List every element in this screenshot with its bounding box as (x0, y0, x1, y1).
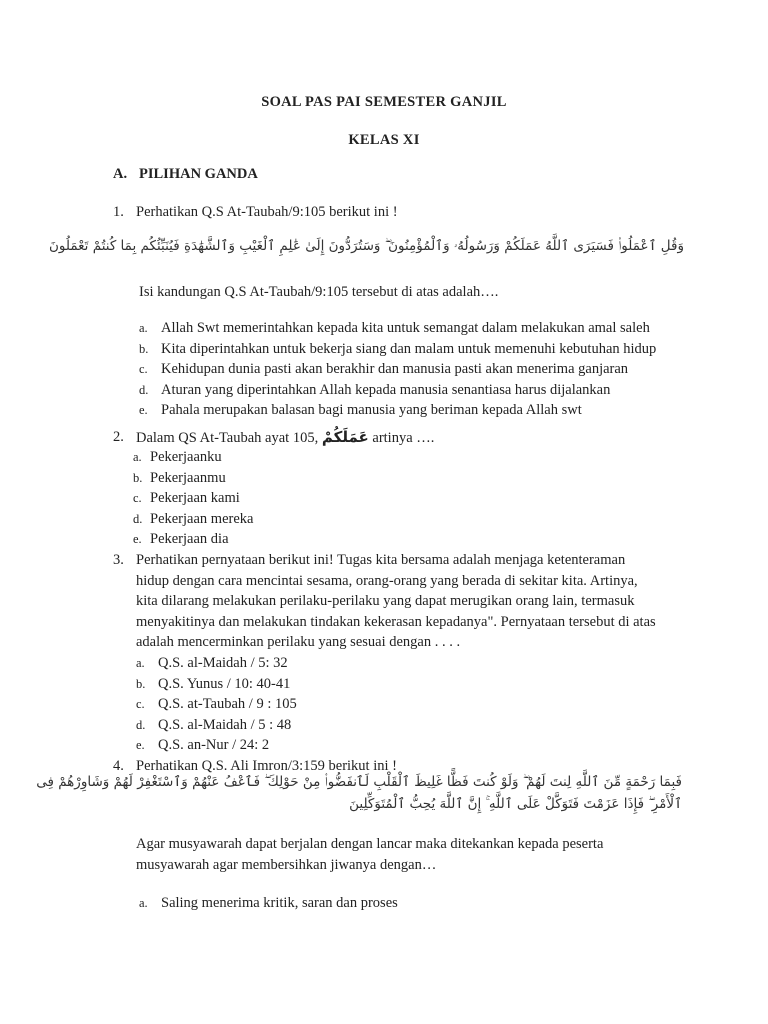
option-text: Allah Swt memerintahkan kepada kita untuk semangat dalam melakukan amal saleh (161, 320, 650, 336)
option-item (136, 694, 696, 715)
document-title: SOAL PAS PAI SEMESTER GANJIL (261, 94, 507, 110)
option-text: Kita diperintahkan untuk bekerja siang dan malam untuk memenuhi kebutuhan hidup (161, 340, 657, 357)
option-text: Q.S. at-Taubah / 9 : 105 (158, 696, 297, 712)
text-line: hidup dengan cara mencintai sesama, orang-orang yang berada di sekitar kita. Artinya, (136, 572, 638, 589)
option-text: Aturan yang diperintahkan Allah kepada manusia senantiasa harus dijalankan (161, 381, 611, 398)
question-1-prompt (139, 282, 699, 303)
option-item (136, 715, 696, 736)
section-label: PILIHAN GANDA (139, 166, 258, 182)
class-label: KELAS XI (348, 132, 420, 148)
question-text: Perhatikan Q.S At-Taubah/9:105 berikut ini ! (136, 204, 398, 220)
option-item (136, 674, 696, 695)
option-letter: d. (139, 382, 149, 397)
question-text-before: Dalam QS At-Taubah ayat 105, (136, 430, 319, 446)
option-letter: a. (133, 450, 142, 464)
text-line: musyawarah agar membersihkan jiwanya dengan… (136, 856, 437, 873)
option-text: Q.S. al-Maidah / 5 : 48 (158, 716, 292, 733)
option-text: Pekerjaanmu (150, 469, 226, 486)
option-item (133, 509, 693, 530)
question-3 (113, 550, 683, 653)
option-letter: c. (133, 491, 142, 505)
option-text: Pekerjaan mereka (150, 510, 254, 527)
option-letter: e. (139, 403, 148, 417)
option-text: Pekerjaan dia (150, 531, 229, 547)
section-heading (113, 164, 258, 185)
option-letter: d. (136, 717, 146, 732)
section-letter: A. (113, 166, 128, 182)
option-letter: b. (133, 470, 143, 485)
option-text: Q.S. Yunus / 10: 40-41 (158, 675, 291, 692)
option-letter: a. (139, 896, 148, 910)
arabic-verse-q4-line2: ٱلْأَمْرِ ۖ فَإِذَا عَزَمْتَ فَتَوَكَّلْ عَلَى ٱللَّهِ ۚ إِنَّ ٱللَّهَ يُحِبُّ ٱلْمُتَوَكِّلِينَ (349, 796, 682, 812)
options-q1 (139, 318, 699, 421)
question-prompt: Isi kandungan Q.S At-Taubah/9:105 tersebut di atas adalah…. (139, 284, 499, 300)
option-letter: b. (136, 676, 146, 691)
option-item (133, 488, 693, 509)
text-line: Perhatikan pernyataan berikut ini! Tugas kita bersama adalah menjaga ketenteraman (136, 552, 626, 568)
option-item (133, 529, 693, 550)
question-4-prompt (136, 834, 696, 875)
option-item (133, 447, 693, 468)
question-2 (113, 427, 683, 449)
option-letter: e. (133, 532, 142, 546)
option-item (139, 400, 699, 421)
option-letter: d. (133, 511, 143, 526)
option-item (139, 339, 699, 360)
option-text: Pekerjaan kami (150, 490, 240, 506)
option-item (133, 468, 693, 489)
options-q3 (136, 653, 696, 756)
arabic-verse-q4-line1: فَبِمَا رَحْمَةٍ مِّنَ ٱللَّهِ لِنتَ لَهُمْ ۖ وَلَوْ كُنتَ فَظًّا غَلِيظَ ٱلْقَلْبِ لَٱنفَضُّوا۟ مِنْ حَوْلِكَ ۖ فَٱعْفُ عَنْهُمْ وَٱسْتَغْفِرْ لَهُمْ وَشَاوِرْهُمْ فِى (36, 774, 682, 790)
question-1 (113, 202, 683, 223)
option-text: Pahala merupakan balasan bagi manusia yang beriman kepada Allah swt (161, 402, 582, 418)
option-letter: a. (139, 321, 148, 335)
question-text (136, 427, 683, 449)
option-item (136, 735, 696, 756)
option-text: Q.S. an-Nur / 24: 2 (158, 737, 270, 753)
text-line: kita dilarang melakukan perilaku-perilaku yang dapat merugikan orang lain, termasuk (136, 593, 635, 609)
text-line: adalah mencerminkan perilaku yang sesuai dengan . . . . (136, 634, 461, 650)
question-text-after: artinya …. (372, 430, 435, 446)
option-letter: c. (139, 362, 148, 376)
option-letter: a. (136, 656, 145, 670)
option-text: Q.S. al-Maidah / 5: 32 (158, 655, 288, 671)
option-text: Kehidupan dunia pasti akan berakhir dan manusia pasti akan menerima ganjaran (161, 361, 629, 377)
option-letter: c. (136, 697, 145, 711)
option-text: Pekerjaanku (150, 449, 222, 465)
option-item (136, 653, 696, 674)
options-q2 (133, 447, 693, 550)
option-item (139, 318, 699, 339)
option-item (139, 359, 699, 380)
text-line: Agar musyawarah dapat berjalan dengan lancar maka ditekankan kepada peserta (136, 836, 604, 852)
option-letter: b. (139, 341, 149, 356)
arabic-word: عَمَلَكُمْ (321, 428, 369, 446)
option-item (139, 380, 699, 401)
question-text (136, 550, 683, 653)
arabic-verse-q1: وَقُلِ ٱعْمَلُوا۟ فَسَيَرَى ٱللَّهُ عَمَلَكُمْ وَرَسُولُهُۥ وَٱلْمُؤْمِنُونَ ۖ وَسَتُرَدُّونَ إِلَىٰ عَٰلِمِ ٱلْغَيْبِ وَٱلشَّهَٰدَةِ فَيُنَبِّئُكُم بِمَا كُنتُمْ تَعْمَلُونَ (48, 238, 684, 254)
question-number: 2. (113, 429, 124, 445)
option-letter: e. (136, 738, 145, 752)
question-number: 3. (113, 552, 124, 568)
question-number: 1. (113, 204, 124, 220)
text-line: menyakitinya dan melakukan tindakan kekerasan kepadanya". Pernyataan tersebut di atas (136, 613, 656, 630)
option-item (139, 893, 699, 914)
options-q4 (139, 893, 699, 914)
option-text: Saling menerima kritik, saran dan proses (161, 895, 398, 911)
question-number: 4. (113, 758, 124, 774)
question-text: Perhatikan Q.S. Ali Imron/3:159 berikut ini ! (136, 758, 397, 774)
